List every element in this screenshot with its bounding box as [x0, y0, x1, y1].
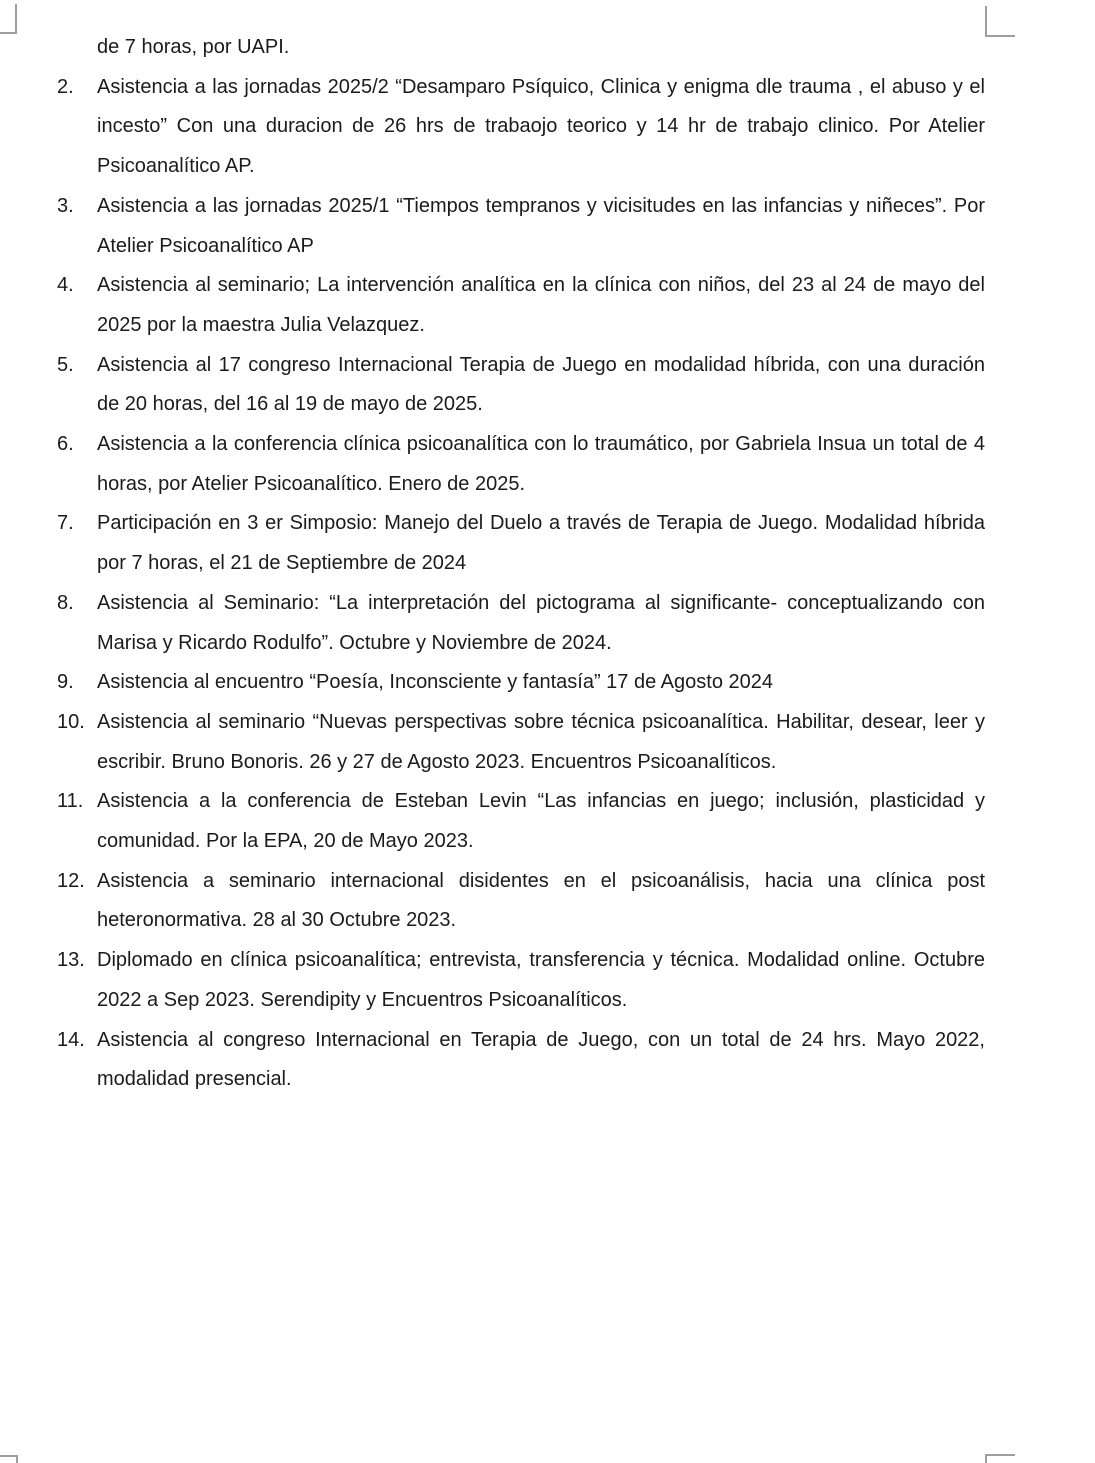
item-number: 8.: [57, 591, 74, 614]
activity-list: [57, 68, 985, 1100]
item-number: 4.: [57, 274, 74, 297]
item-text: Asistencia a la conferencia clínica psicoanalítica con lo traumático, por Gabriela Insua un total de 4 horas, por Atelier Psicoanalítico. Enero de 2025.: [97, 433, 985, 495]
item-text: Asistencia al seminario; La intervención analítica en la clínica con niños, del 23 al 24 de mayo del 2025 por la maestra Julia Velazquez.: [97, 274, 985, 336]
item-number: 11.: [57, 790, 84, 813]
item-number: 14.: [57, 1028, 85, 1051]
list-item: [57, 941, 985, 1020]
item-text: Diplomado en clínica psicoanalítica; entrevista, transferencia y técnica. Modalidad online. Octubre 2022 a Sep 2023. Serendipity y Encuentros Psicoanalíticos.: [97, 949, 985, 1011]
item-text: Asistencia al Seminario: “La interpretación del pictograma al significante- conceptualizando con Marisa y Ricardo Rodulfo”. Octubre y Noviembre de 2024.: [97, 591, 985, 654]
item-text: Asistencia al congreso Internacional en Terapia de Juego, con un total de 24 hrs. Mayo 2022, modalidad presencial.: [97, 1028, 985, 1091]
item-text: Asistencia a seminario internacional disidentes en el psicoanálisis, hacia una clínica post heteronormativa. 28 al 30 Octubre 2023.: [97, 869, 985, 932]
item-number: 7.: [57, 512, 74, 535]
item-text: Asistencia al 17 congreso Internacional Terapia de Juego en modalidad híbrida, con una duración de 20 horas, del 16 al 19 de mayo de 2025.: [97, 353, 985, 416]
item-number: 5.: [57, 353, 74, 376]
item-text: Asistencia a las jornadas 2025/2 “Desamparo Psíquico, Clinica y enigma dle trauma , el abuso y el incesto” Con una duracion de 26 hrs de trabaojo teorico y 14 hr de trabajo clinico. Por Atelier Psicoanalítico AP.: [97, 75, 985, 178]
item-text: Asistencia a la conferencia de Esteban Levin “Las infancias en juego; inclusión, plasticidad y comunidad. Por la EPA, 20 de Mayo 2023.: [97, 790, 985, 853]
item-number: 10.: [57, 710, 85, 733]
list-item: [57, 663, 985, 703]
list-item: [57, 584, 985, 663]
item-text: Asistencia al encuentro “Poesía, Inconsciente y fantasía” 17 de Agosto 2024: [97, 671, 773, 694]
item-number: 6.: [57, 433, 74, 456]
list-item: [57, 782, 985, 861]
list-item: [57, 862, 985, 941]
item-number: 3.: [57, 194, 74, 217]
item-1-continuation-line: de 7 horas, por UAPI.: [97, 36, 290, 58]
item-number: 9.: [57, 671, 74, 694]
text-boundary-mark-bottom-right: [985, 1454, 1015, 1463]
document-body: [57, 28, 985, 1100]
list-item: [57, 68, 985, 187]
item-number: 12.: [57, 869, 85, 892]
list-item: [57, 346, 985, 425]
item-text: Participación en 3 er Simposio: Manejo del Duelo a través de Terapia de Juego. Modalidad híbrida por 7 horas, el 21 de Septiembre de 2024: [97, 512, 985, 575]
text-boundary-mark-top-left: [0, 4, 17, 34]
item-number: 13.: [57, 949, 85, 972]
item-text: Asistencia al seminario “Nuevas perspectivas sobre técnica psicoanalítica. Habilitar, desear, leer y escribir. Bruno Bonoris. 26 y 27 de Agosto 2023. Encuentros Psicoanalíticos.: [97, 710, 985, 773]
list-item: [57, 187, 985, 266]
list-item: [57, 504, 985, 583]
item-number: 2.: [57, 75, 74, 98]
list-item: [57, 703, 985, 782]
text-boundary-mark-top-right: [985, 6, 1015, 37]
text-boundary-mark-bottom-left: [0, 1455, 18, 1463]
list-item: [57, 266, 985, 345]
item-text: Asistencia a las jornadas 2025/1 “Tiempos tempranos y vicisitudes en las infancias y niñeces”. Por Atelier Psicoanalítico AP: [97, 194, 985, 257]
list-item: [57, 1021, 985, 1100]
list-item: [57, 425, 985, 504]
